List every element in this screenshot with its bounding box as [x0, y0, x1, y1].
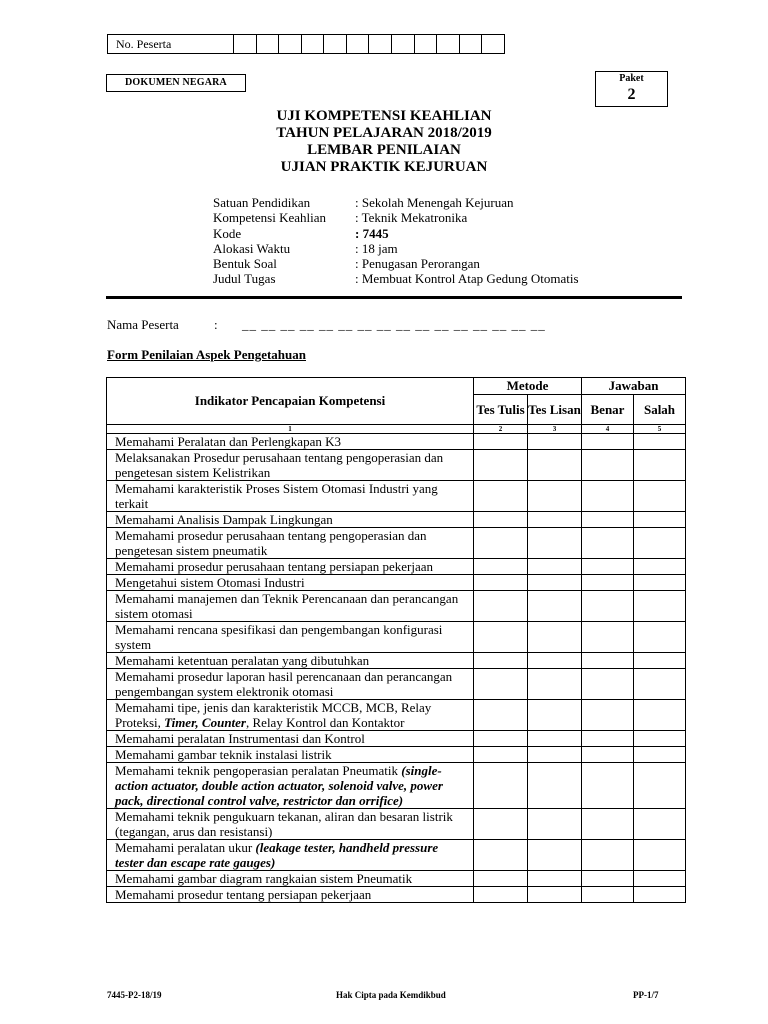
- col-header-tes-lisan: Tes Lisan: [528, 395, 582, 425]
- table-row: [107, 575, 686, 591]
- col-header-indikator: Indikator Pencapaian Kompetensi: [107, 378, 474, 425]
- cell-salah[interactable]: [634, 653, 686, 669]
- no-peserta-digit-cell[interactable]: [234, 35, 257, 53]
- no-peserta-digit-cell[interactable]: [279, 35, 302, 53]
- no-peserta-digit-cell[interactable]: [392, 35, 415, 53]
- indicator-text: Memahami teknik pengoperasian peralatan Pneumatik (single-action actuator, double action actuator, solenoid valve, power pack, directional control valve, restrictor dan orrifice): [107, 763, 474, 809]
- no-peserta-digit-cell[interactable]: [482, 35, 504, 53]
- cell-benar[interactable]: [582, 887, 634, 903]
- table-row: [107, 450, 686, 481]
- indicator-text: Memahami gambar teknik instalasi listrik: [107, 747, 474, 763]
- cell-tes-lisan[interactable]: [528, 840, 582, 871]
- indicator-text: Memahami Analisis Dampak Lingkungan: [107, 512, 474, 528]
- cell-tes-lisan[interactable]: [528, 871, 582, 887]
- cell-salah[interactable]: [634, 528, 686, 559]
- cell-benar[interactable]: [582, 809, 634, 840]
- table-row: [107, 669, 686, 700]
- cell-benar[interactable]: [582, 763, 634, 809]
- cell-tes-tulis[interactable]: [474, 559, 528, 575]
- indicator-text: Memahami peralatan ukur (leakage tester, handheld pressure tester dan escape rate gauges): [107, 840, 474, 871]
- col-number: 3: [528, 425, 582, 434]
- cell-tes-tulis[interactable]: [474, 871, 528, 887]
- table-row: [107, 512, 686, 528]
- info-row: [213, 195, 579, 210]
- cell-tes-tulis[interactable]: [474, 528, 528, 559]
- indicator-text: Memahami teknik pengukuarn tekanan, aliran dan besaran listrik (tegangan, arus dan resistansi): [107, 809, 474, 840]
- no-peserta-digit-cell[interactable]: [415, 35, 438, 53]
- indicator-text: Memahami rencana spesifikasi dan pengembangan konfigurasi system: [107, 622, 474, 653]
- info-value: : Sekolah Menengah Kejuruan: [355, 195, 514, 210]
- cell-salah[interactable]: [634, 512, 686, 528]
- table-row: [107, 591, 686, 622]
- no-peserta-digit-cell[interactable]: [302, 35, 325, 53]
- indicator-text: Memahami manajemen dan Teknik Perencanaan dan perancangan sistem otomasi: [107, 591, 474, 622]
- cell-tes-lisan[interactable]: [528, 669, 582, 700]
- info-label: Alokasi Waktu: [213, 240, 291, 256]
- col-number: 2: [474, 425, 528, 434]
- cell-tes-tulis[interactable]: [474, 512, 528, 528]
- col-header-benar: Benar: [582, 395, 634, 425]
- cell-tes-tulis[interactable]: [474, 763, 528, 809]
- cell-tes-lisan[interactable]: [528, 559, 582, 575]
- title-line-2: TAHUN PELAJARAN 2018/2019: [276, 125, 492, 141]
- table-row: [107, 763, 686, 809]
- indicator-text: Memahami ketentuan peralatan yang dibutuhkan: [107, 653, 474, 669]
- cell-salah[interactable]: [634, 481, 686, 512]
- title-line-1: UJI KOMPETENSI KEAHLIAN: [276, 108, 492, 124]
- table-row: [107, 809, 686, 840]
- col-number: 1: [107, 425, 474, 434]
- indicator-text: Memahami karakteristik Proses Sistem Otomasi Industri yang terkait: [107, 481, 474, 512]
- cell-tes-lisan[interactable]: [528, 700, 582, 731]
- nama-peserta-blank[interactable]: __ __ __ __ __ __ __ __ __ __ __ __ __ __ __ __: [242, 317, 546, 332]
- cell-tes-tulis[interactable]: [474, 434, 528, 450]
- cell-tes-tulis[interactable]: [474, 809, 528, 840]
- cell-salah[interactable]: [634, 450, 686, 481]
- table-row: [107, 528, 686, 559]
- col-header-salah: Salah: [634, 395, 686, 425]
- cell-tes-lisan[interactable]: [528, 887, 582, 903]
- cell-benar[interactable]: [582, 840, 634, 871]
- cell-benar[interactable]: [582, 653, 634, 669]
- cell-salah[interactable]: [634, 591, 686, 622]
- table-row: [107, 731, 686, 747]
- cell-benar[interactable]: [582, 481, 634, 512]
- cell-salah[interactable]: [634, 731, 686, 747]
- cell-tes-lisan[interactable]: [528, 481, 582, 512]
- no-peserta-box: [107, 34, 505, 54]
- nama-peserta-label: Nama Peserta: [107, 317, 179, 332]
- cell-tes-tulis[interactable]: [474, 700, 528, 731]
- cell-tes-lisan[interactable]: [528, 653, 582, 669]
- cell-tes-tulis[interactable]: [474, 450, 528, 481]
- cell-benar[interactable]: [582, 450, 634, 481]
- col-header-metode: Metode: [474, 378, 582, 395]
- info-row: [213, 241, 579, 256]
- info-label: Kompetensi Keahlian: [213, 210, 326, 226]
- no-peserta-digit-cell[interactable]: [324, 35, 347, 53]
- info-value: : Penugasan Perorangan: [355, 256, 480, 272]
- indicator-text: Memahami prosedur laporan hasil perencanaan dan perancangan pengembangan system elektronik otomasi: [107, 669, 474, 700]
- cell-tes-tulis[interactable]: [474, 840, 528, 871]
- table-row: [107, 840, 686, 871]
- info-row: [213, 256, 579, 271]
- cell-tes-tulis[interactable]: [474, 731, 528, 747]
- cell-salah[interactable]: [634, 575, 686, 591]
- no-peserta-digit-cell[interactable]: [369, 35, 392, 53]
- cell-benar[interactable]: [582, 512, 634, 528]
- table-row: [107, 434, 686, 450]
- table-row: [107, 871, 686, 887]
- col-header-tes-tulis: Tes Tulis: [474, 395, 528, 425]
- info-row: [213, 226, 579, 241]
- table-row: [107, 887, 686, 903]
- cell-tes-lisan[interactable]: [528, 747, 582, 763]
- cell-benar[interactable]: [582, 871, 634, 887]
- indicator-text: Melaksanakan Prosedur perusahaan tentang pengoperasian dan pengetesan sistem Kelistrikan: [107, 450, 474, 481]
- cell-salah[interactable]: [634, 559, 686, 575]
- cell-benar[interactable]: [582, 434, 634, 450]
- table-row: [107, 622, 686, 653]
- document-titles: [0, 108, 768, 176]
- col-number: 4: [582, 425, 634, 434]
- indicator-text: Memahami peralatan Instrumentasi dan Kontrol: [107, 731, 474, 747]
- indicator-text: Memahami prosedur perusahaan tentang persiapan pekerjaan: [107, 559, 474, 575]
- cell-tes-tulis[interactable]: [474, 669, 528, 700]
- dokumen-negara-label: DOKUMEN NEGARA: [106, 74, 246, 92]
- table-row: [107, 653, 686, 669]
- no-peserta-digit-cell[interactable]: [460, 35, 483, 53]
- info-value: : 7445: [355, 225, 389, 241]
- paket-value: 2: [627, 86, 636, 103]
- no-peserta-digit-cell[interactable]: [347, 35, 370, 53]
- cell-tes-lisan[interactable]: [528, 450, 582, 481]
- form-title: Form Penilaian Aspek Pengetahuan: [107, 347, 306, 362]
- cell-salah[interactable]: [634, 840, 686, 871]
- cell-salah[interactable]: [634, 871, 686, 887]
- col-number: 5: [634, 425, 686, 434]
- indicator-text: Mengetahui sistem Otomasi Industri: [107, 575, 474, 591]
- cell-salah[interactable]: [634, 434, 686, 450]
- cell-benar[interactable]: [582, 622, 634, 653]
- title-line-4: UJIAN PRAKTIK KEJURUAN: [280, 159, 488, 175]
- cell-tes-lisan[interactable]: [528, 763, 582, 809]
- no-peserta-digit-cell[interactable]: [257, 35, 280, 53]
- cell-tes-tulis[interactable]: [474, 591, 528, 622]
- cell-tes-lisan[interactable]: [528, 731, 582, 747]
- cell-benar[interactable]: [582, 747, 634, 763]
- indicator-text: Memahami Peralatan dan Perlengkapan K3: [107, 434, 474, 450]
- indicator-text: Memahami gambar diagram rangkaian sistem Pneumatik: [107, 871, 474, 887]
- info-row: [213, 210, 579, 225]
- cell-tes-tulis[interactable]: [474, 481, 528, 512]
- cell-tes-tulis[interactable]: [474, 653, 528, 669]
- nama-peserta-colon: :: [214, 317, 218, 332]
- col-header-jawaban: Jawaban: [582, 378, 686, 395]
- page-footer: [0, 990, 768, 1004]
- nama-peserta-row: [107, 317, 546, 333]
- info-value: : Teknik Mekatronika: [355, 210, 468, 226]
- info-row: [213, 271, 579, 286]
- table-row: [107, 747, 686, 763]
- info-block: [213, 195, 579, 287]
- info-label: Satuan Pendidikan: [213, 195, 311, 210]
- cell-benar[interactable]: [582, 731, 634, 747]
- no-peserta-digit-cell[interactable]: [437, 35, 460, 53]
- table-row: [107, 559, 686, 575]
- paket-box: [595, 71, 668, 107]
- cell-salah[interactable]: [634, 763, 686, 809]
- cell-tes-tulis[interactable]: [474, 747, 528, 763]
- cell-benar[interactable]: [582, 669, 634, 700]
- footer-page: PP-1/7: [633, 990, 659, 1000]
- footer-copyright: Hak Cipta pada Kemdikbud: [336, 990, 446, 1000]
- info-label: Bentuk Soal: [213, 256, 277, 272]
- footer-code: 7445-P2-18/19: [107, 990, 162, 1000]
- cell-tes-tulis[interactable]: [474, 622, 528, 653]
- cell-tes-lisan[interactable]: [528, 809, 582, 840]
- info-value: : Membuat Kontrol Atap Gedung Otomatis: [355, 271, 579, 287]
- cell-salah[interactable]: [634, 622, 686, 653]
- info-label: Judul Tugas: [213, 271, 276, 287]
- table-row: [107, 481, 686, 512]
- title-line-3: LEMBAR PENILAIAN: [307, 142, 461, 158]
- info-label: Kode: [213, 225, 242, 241]
- cell-benar[interactable]: [582, 575, 634, 591]
- indicator-text: Memahami prosedur perusahaan tentang pengoperasian dan pengetesan sistem pneumatik: [107, 528, 474, 559]
- cell-tes-lisan[interactable]: [528, 512, 582, 528]
- cell-salah[interactable]: [634, 887, 686, 903]
- cell-tes-lisan[interactable]: [528, 528, 582, 559]
- table-row: [107, 700, 686, 731]
- cell-benar[interactable]: [582, 591, 634, 622]
- cell-benar[interactable]: [582, 700, 634, 731]
- cell-tes-tulis[interactable]: [474, 887, 528, 903]
- indicator-text: Memahami prosedur tentang persiapan pekerjaan: [107, 887, 474, 903]
- assessment-table: [106, 377, 686, 903]
- cell-salah[interactable]: [634, 747, 686, 763]
- cell-tes-tulis[interactable]: [474, 575, 528, 591]
- cell-tes-lisan[interactable]: [528, 575, 582, 591]
- info-value: : 18 jam: [355, 240, 398, 256]
- cell-salah[interactable]: [634, 700, 686, 731]
- paket-label: Paket: [619, 73, 644, 84]
- cell-tes-lisan[interactable]: [528, 591, 582, 622]
- cell-salah[interactable]: [634, 669, 686, 700]
- cell-benar[interactable]: [582, 528, 634, 559]
- cell-benar[interactable]: [582, 559, 634, 575]
- cell-tes-lisan[interactable]: [528, 434, 582, 450]
- horizontal-divider: [106, 296, 682, 299]
- cell-salah[interactable]: [634, 809, 686, 840]
- no-peserta-label: No. Peserta: [108, 35, 234, 53]
- indicator-text: Memahami tipe, jenis dan karakteristik MCCB, MCB, Relay Proteksi, Timer, Counter, Relay Kontrol dan Kontaktor: [107, 700, 474, 731]
- cell-tes-lisan[interactable]: [528, 622, 582, 653]
